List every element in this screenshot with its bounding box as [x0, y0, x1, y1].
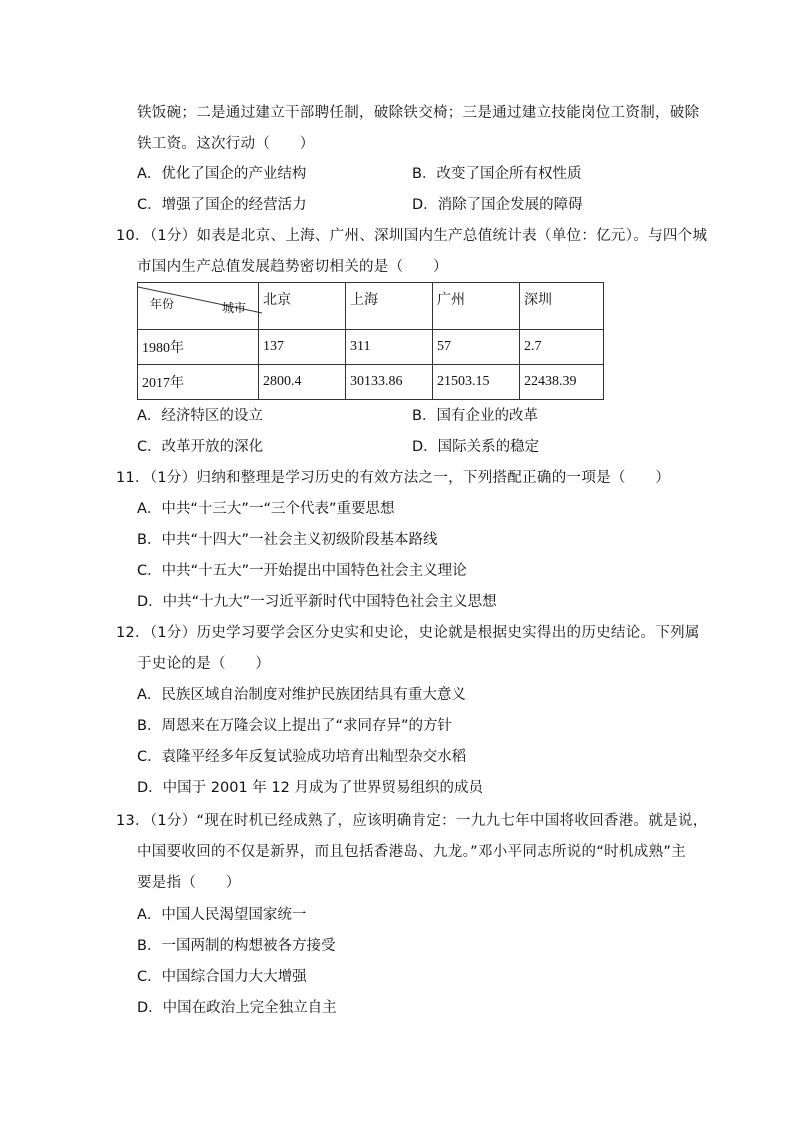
- table-row: [138, 330, 604, 365]
- header-city-beijing: 北京: [259, 283, 346, 330]
- q12-text-line2: 于史论的是（ ）: [137, 656, 271, 672]
- q13-text-line2: 中国要收回的不仅是新界，而且包括香港岛、九龙。”邓小平同志所说的“时机成熟”主: [137, 844, 686, 860]
- q13-text-line1: 13．（1分）“现在时机已经成熟了，应该明确肯定：一九九七年中国将收回香港。就是说，: [116, 813, 708, 829]
- q10-text-line2: 市国内生产总值发展趋势密切相关的是（ ）: [137, 259, 448, 275]
- table-header-row: [138, 283, 604, 330]
- q9-option-b: B．改变了国企所有权性质: [412, 166, 582, 182]
- q9-option-d: D．消除了国企发展的障碍: [412, 197, 583, 213]
- table-row: [138, 365, 604, 400]
- q9-option-a: A．优化了国企的产业结构: [137, 166, 307, 182]
- q12-option-d: D．中国于 2001 年 12 月成为了世界贸易组织的成员: [137, 780, 483, 796]
- q11-option-c: C．中共“十五大”一开始提出中国特色社会主义理论: [137, 563, 467, 579]
- q10-option-c: C．改革开放的深化: [137, 439, 264, 455]
- table-cell: 311: [346, 330, 433, 365]
- q9-option-c: C．增强了国企的经营活力: [137, 197, 307, 213]
- header-city-shenzhen: 深圳: [520, 283, 604, 330]
- table-cell: 2.7: [520, 330, 604, 365]
- gdp-table: [137, 282, 604, 400]
- header-city-guangzhou: 广州: [433, 283, 520, 330]
- q10-text-line1: 10．（1分）如表是北京、上海、广州、深圳国内生产总值统计表（单位：亿元）。与四个城: [116, 228, 708, 244]
- q9-text-line2: 铁工资。这次行动（ ）: [137, 136, 315, 152]
- header-city-label: 城市: [222, 301, 247, 315]
- q13-text-line3: 要是指（ ）: [137, 875, 241, 891]
- q12-text-line1: 12．（1分）历史学习要学会区分史实和史论，史论就是根据史实得出的历史结论。下列属: [116, 625, 700, 641]
- q11-text-line1: 11．（1分）归纳和整理是学习历史的有效方法之一，下列搭配正确的一项是（ ）: [116, 470, 671, 486]
- table-cell: 21503.15: [433, 365, 520, 400]
- q13-option-a: A．中国人民渴望国家统一: [137, 907, 307, 923]
- q12-option-c: C．袁隆平经多年反复试验成功培育出籼型杂交水稻: [137, 749, 467, 765]
- table-cell: 57: [433, 330, 520, 365]
- q13-option-c: C．中国综合国力大大增强: [137, 969, 307, 985]
- q11-option-d: D．中共“十九大”一习近平新时代中国特色社会主义思想: [137, 594, 497, 610]
- table-cell: 137: [259, 330, 346, 365]
- q10-option-d: D．国际关系的稳定: [412, 439, 540, 455]
- q10-option-b: B．国有企业的改革: [412, 408, 538, 424]
- table-corner-cell: [138, 283, 259, 330]
- q10-option-a: A．经济特区的设立: [137, 408, 263, 424]
- table-cell: 22438.39: [520, 365, 604, 400]
- q13-option-d: D．中国在政治上完全独立自主: [137, 1000, 337, 1016]
- q13-option-b: B．一国两制的构想被各方接受: [137, 938, 336, 954]
- table-cell: 30133.86: [346, 365, 433, 400]
- table-cell: 2800.4: [259, 365, 346, 400]
- q12-option-b: B．周恩来在万隆会议上提出了“求同存异”的方针: [137, 718, 452, 734]
- q12-option-a: A．民族区域自治制度对维护民族团结具有重大意义: [137, 687, 466, 703]
- header-year-label: 年份: [150, 297, 175, 311]
- row-year: 1980年: [138, 330, 259, 365]
- header-city-shanghai: 上海: [346, 283, 433, 330]
- row-year: 2017年: [138, 365, 259, 400]
- q11-option-b: B．中共“十四大”一社会主义初级阶段基本路线: [137, 532, 438, 548]
- q11-option-a: A．中共“十三大”一“三个代表”重要思想: [137, 501, 395, 517]
- q9-text-line1: 铁饭碗；二是通过建立干部聘任制，破除铁交椅；三是通过建立技能岗位工资制，破除: [137, 105, 700, 121]
